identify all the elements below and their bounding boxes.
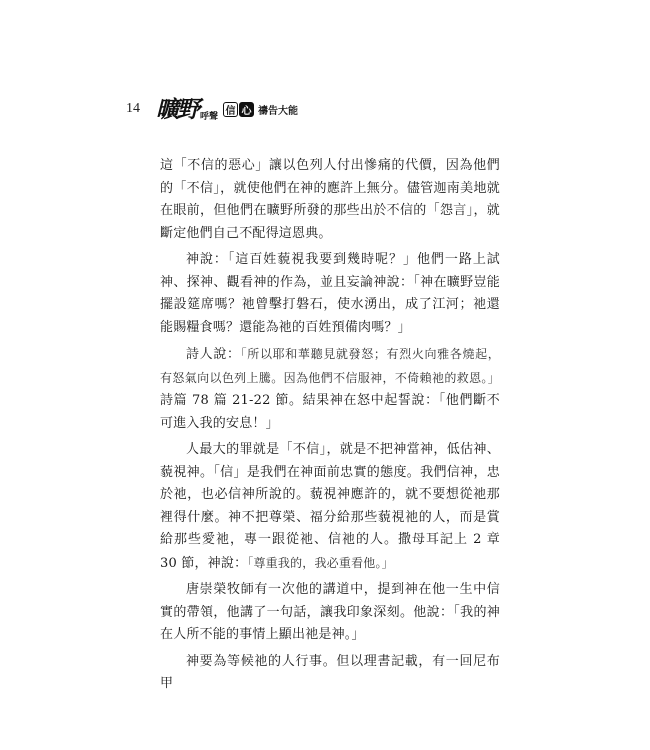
book-logo-subtitle: 呼聲 — [200, 112, 219, 122]
page-number: 14 — [126, 101, 140, 116]
paragraph-5: 唐崇榮牧師有一次他的講道中，提到神在他一生中信實的帶領，他講了一句話，讓我印象深刻。他說：「我的神在人所不能的事情上顯出祂是神。」 — [160, 582, 500, 642]
paragraph-3-lead: 詩人說： — [186, 347, 241, 362]
paragraph-2: 神說：「這百姓藐視我要到幾時呢？」他們一路上試神、探神、觀看神的作為，並且妄論神說：「神在曠野豈能擺設筵席嗎？祂曾擊打磐石，使水湧出，成了江河；祂還能賜糧食嗎？還能為祂的百姓預備肉嗎？」 — [160, 252, 500, 335]
body-text — [160, 155, 500, 696]
scripture-quote-psalm: 「所以耶和華聽見就發怒；有烈火向雅各燒起，有怒氣向以色列上騰。因為他們不信服神，不倚賴祂的救恩。」 — [160, 347, 500, 385]
paragraph-3 — [160, 343, 500, 435]
running-header — [126, 92, 298, 126]
paragraph-4 — [160, 439, 500, 575]
logo-badge-xin: 信 — [223, 102, 238, 117]
paragraph-1: 這「不信的惡心」讓以色列人付出慘痛的代價，因為他們的「不信」，就使他們在神的應許上無分。儘管迦南美地就在眼前，但他們在曠野所發的那些出於不信的「怨言」，就斷定他們自己不配得這恩典。 — [160, 158, 500, 241]
paragraph-4-lead: 人最大的罪就是「不信」，就是不把神當神，低估神、藐視神。「信」是我們在神面前忠實的態度。我們信神，忠於祂，也必信神所說的。藐視神應許的，就不要想從祂那裡得什麼。神不把尊榮、福分給那些藐視祂的人，而是賞給那些愛祂，專一跟從祂、信祂的人。撒母耳記上 2 章 30 節，神說： — [160, 442, 500, 571]
logo-badge-xin-2: 心 — [239, 102, 254, 117]
book-logo-tagline: 禱告大能 — [258, 105, 299, 117]
paragraph-3-tail: 詩篇 78 篇 21-22 節。結果神在怒中起誓說：「他們斷不可進入我的安息！」 — [160, 393, 500, 431]
paragraph-6: 神要為等候祂的人行事。但以理書記載，有一回尼布甲 — [160, 653, 500, 691]
scripture-quote-samuel: 「尊重我的，我必重看他。」 — [247, 555, 394, 570]
book-logo-title: 曠野 — [156, 95, 198, 123]
